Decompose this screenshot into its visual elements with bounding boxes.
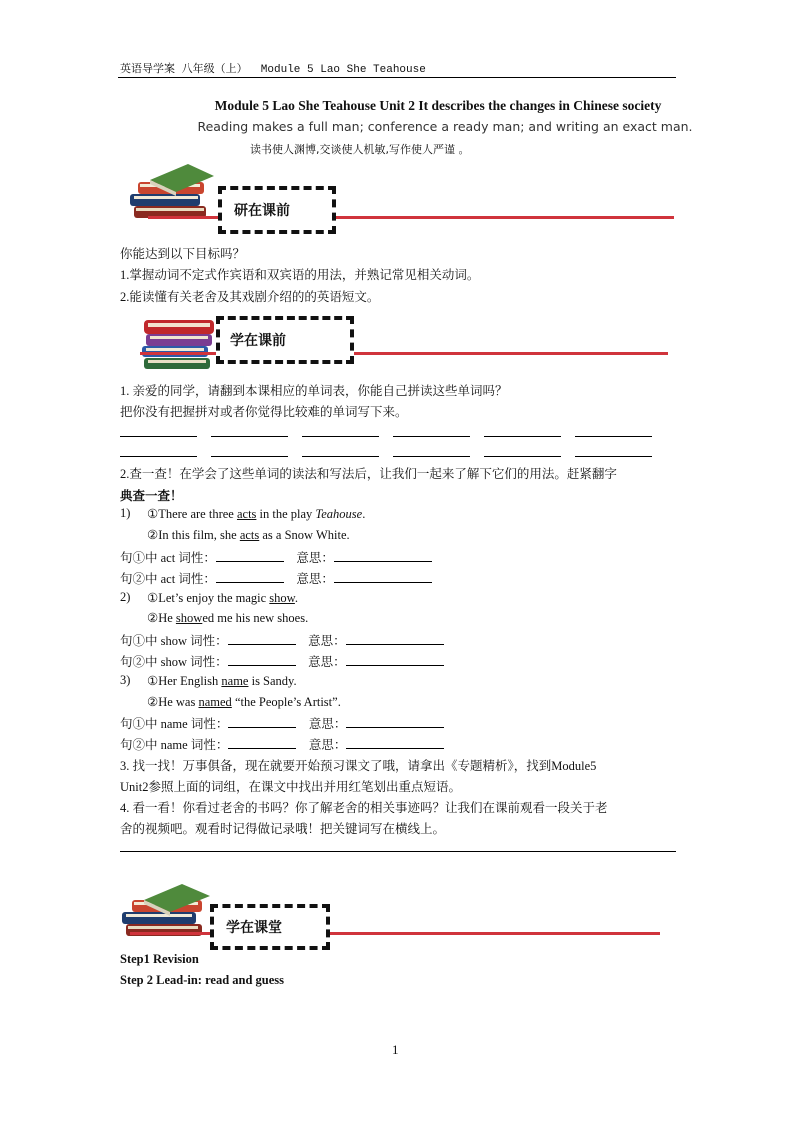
step-heading: Step1 Revision	[120, 952, 199, 966]
question-row: 句②中 act 词性： 意思：	[120, 569, 432, 587]
task1-line: 1. 亲爱的同学，请翻到本课相应的单词表，你能自己拼读这些单词吗？	[120, 384, 508, 398]
word-blank[interactable]	[575, 436, 652, 437]
word-blank[interactable]	[302, 436, 379, 437]
section-label-box	[216, 316, 354, 364]
task2-line: 2.查一查！在学会了这些单词的读法和写法后，让我们一起来了解下它们的用法。赶紧翻字	[120, 467, 617, 481]
word-blank[interactable]	[211, 436, 288, 437]
answer-blank[interactable]	[334, 549, 432, 562]
books-icon	[128, 162, 218, 230]
answer-blank[interactable]	[228, 715, 296, 728]
page-title: Module 5 Lao She Teahouse Unit 2 It describes the changes in Chinese society	[214, 98, 662, 113]
question-row: 句①中 act 词性： 意思：	[120, 548, 432, 566]
question-row: 句①中 name 词性： 意思：	[120, 714, 444, 732]
word-blank[interactable]	[484, 436, 561, 437]
word-blank-row	[120, 456, 652, 457]
question-row: 句②中 show 词性： 意思：	[120, 652, 444, 670]
item-number: 3)	[120, 673, 131, 687]
task1-line: 把你没有把握拼对或者你觉得比较难的单词写下来。	[120, 405, 408, 419]
goals-intro: 你能达到以下目标吗？	[120, 247, 246, 261]
step-heading: Step 2 Lead-in: read and guess	[120, 973, 285, 987]
item-number: 1)	[120, 506, 131, 520]
books-icon	[140, 314, 220, 374]
question-row: 句②中 name 词性： 意思：	[120, 735, 444, 753]
word-blank[interactable]	[120, 456, 197, 457]
answer-blank[interactable]	[216, 549, 284, 562]
answer-blank[interactable]	[346, 632, 444, 645]
page-number: 1	[392, 1042, 399, 1057]
task3-line: 3. 找一找！万事俱备，现在就要开始预习课文了哦，请拿出《专题精析》，找到Module5	[120, 759, 597, 773]
header-divider	[118, 77, 676, 78]
example-sentence: ①There are three acts in the play Teahouse.	[147, 507, 366, 521]
example-sentence: ①Her English name is Sandy.	[147, 674, 297, 688]
goal-item: 2.能读懂有关老舍及其戏剧介绍的的英语短文。	[120, 290, 380, 304]
word-blank[interactable]	[120, 436, 197, 437]
example-sentence: ②He showed me his new shoes.	[147, 611, 309, 625]
answer-line[interactable]	[120, 851, 676, 852]
word-blank[interactable]	[484, 456, 561, 457]
section-label-box	[210, 904, 330, 950]
answer-blank[interactable]	[228, 632, 296, 645]
example-sentence: ②He was named “the People’s Artist”.	[147, 695, 341, 709]
section-label-box	[218, 186, 336, 234]
word-blank[interactable]	[211, 456, 288, 457]
example-sentence: ①Let’s enjoy the magic show.	[147, 591, 299, 605]
answer-blank[interactable]	[346, 653, 444, 666]
question-row: 句①中 show 词性： 意思：	[120, 631, 444, 649]
section-label: 学在课堂	[226, 920, 282, 936]
task3-line: Unit2参照上面的词组，在课文中找出并用红笔划出重点短语。	[120, 780, 461, 794]
answer-blank[interactable]	[216, 570, 284, 583]
task2-line: 典查一查！	[120, 489, 183, 503]
task4-line: 4. 看一看！你看过老舍的书吗？你了解老舍的相关事迹吗？让我们在课前观看一段关于老	[120, 801, 608, 815]
word-blank[interactable]	[393, 456, 470, 457]
answer-blank[interactable]	[346, 715, 444, 728]
word-blank[interactable]	[575, 456, 652, 457]
answer-blank[interactable]	[228, 736, 296, 749]
item-number: 2)	[120, 590, 131, 604]
quote-english: Reading makes a full man; conference a ready man; and writing an exact man.	[197, 119, 693, 134]
goal-item: 1.掌握动词不定式作宾语和双宾语的用法，并熟记常见相关动词。	[120, 268, 480, 282]
word-blank-row	[120, 436, 652, 437]
answer-blank[interactable]	[346, 736, 444, 749]
word-blank[interactable]	[393, 436, 470, 437]
answer-blank[interactable]	[334, 570, 432, 583]
section-label: 学在课前	[230, 333, 286, 349]
word-blank[interactable]	[302, 456, 379, 457]
example-sentence: ②In this film, she acts as a Snow White.	[147, 528, 350, 542]
books-icon	[120, 884, 214, 946]
answer-blank[interactable]	[228, 653, 296, 666]
quote-chinese: 读书使人渊博,交谈使人机敏,写作使人严谨 。	[250, 143, 470, 156]
section-label: 研在课前	[234, 203, 290, 219]
running-header: 英语导学案 八年级（上） Module 5 Lao She Teahouse	[120, 64, 426, 76]
task4-line: 舍的视频吧。观看时记得做记录哦！把关键词写在横线上。	[120, 822, 446, 836]
